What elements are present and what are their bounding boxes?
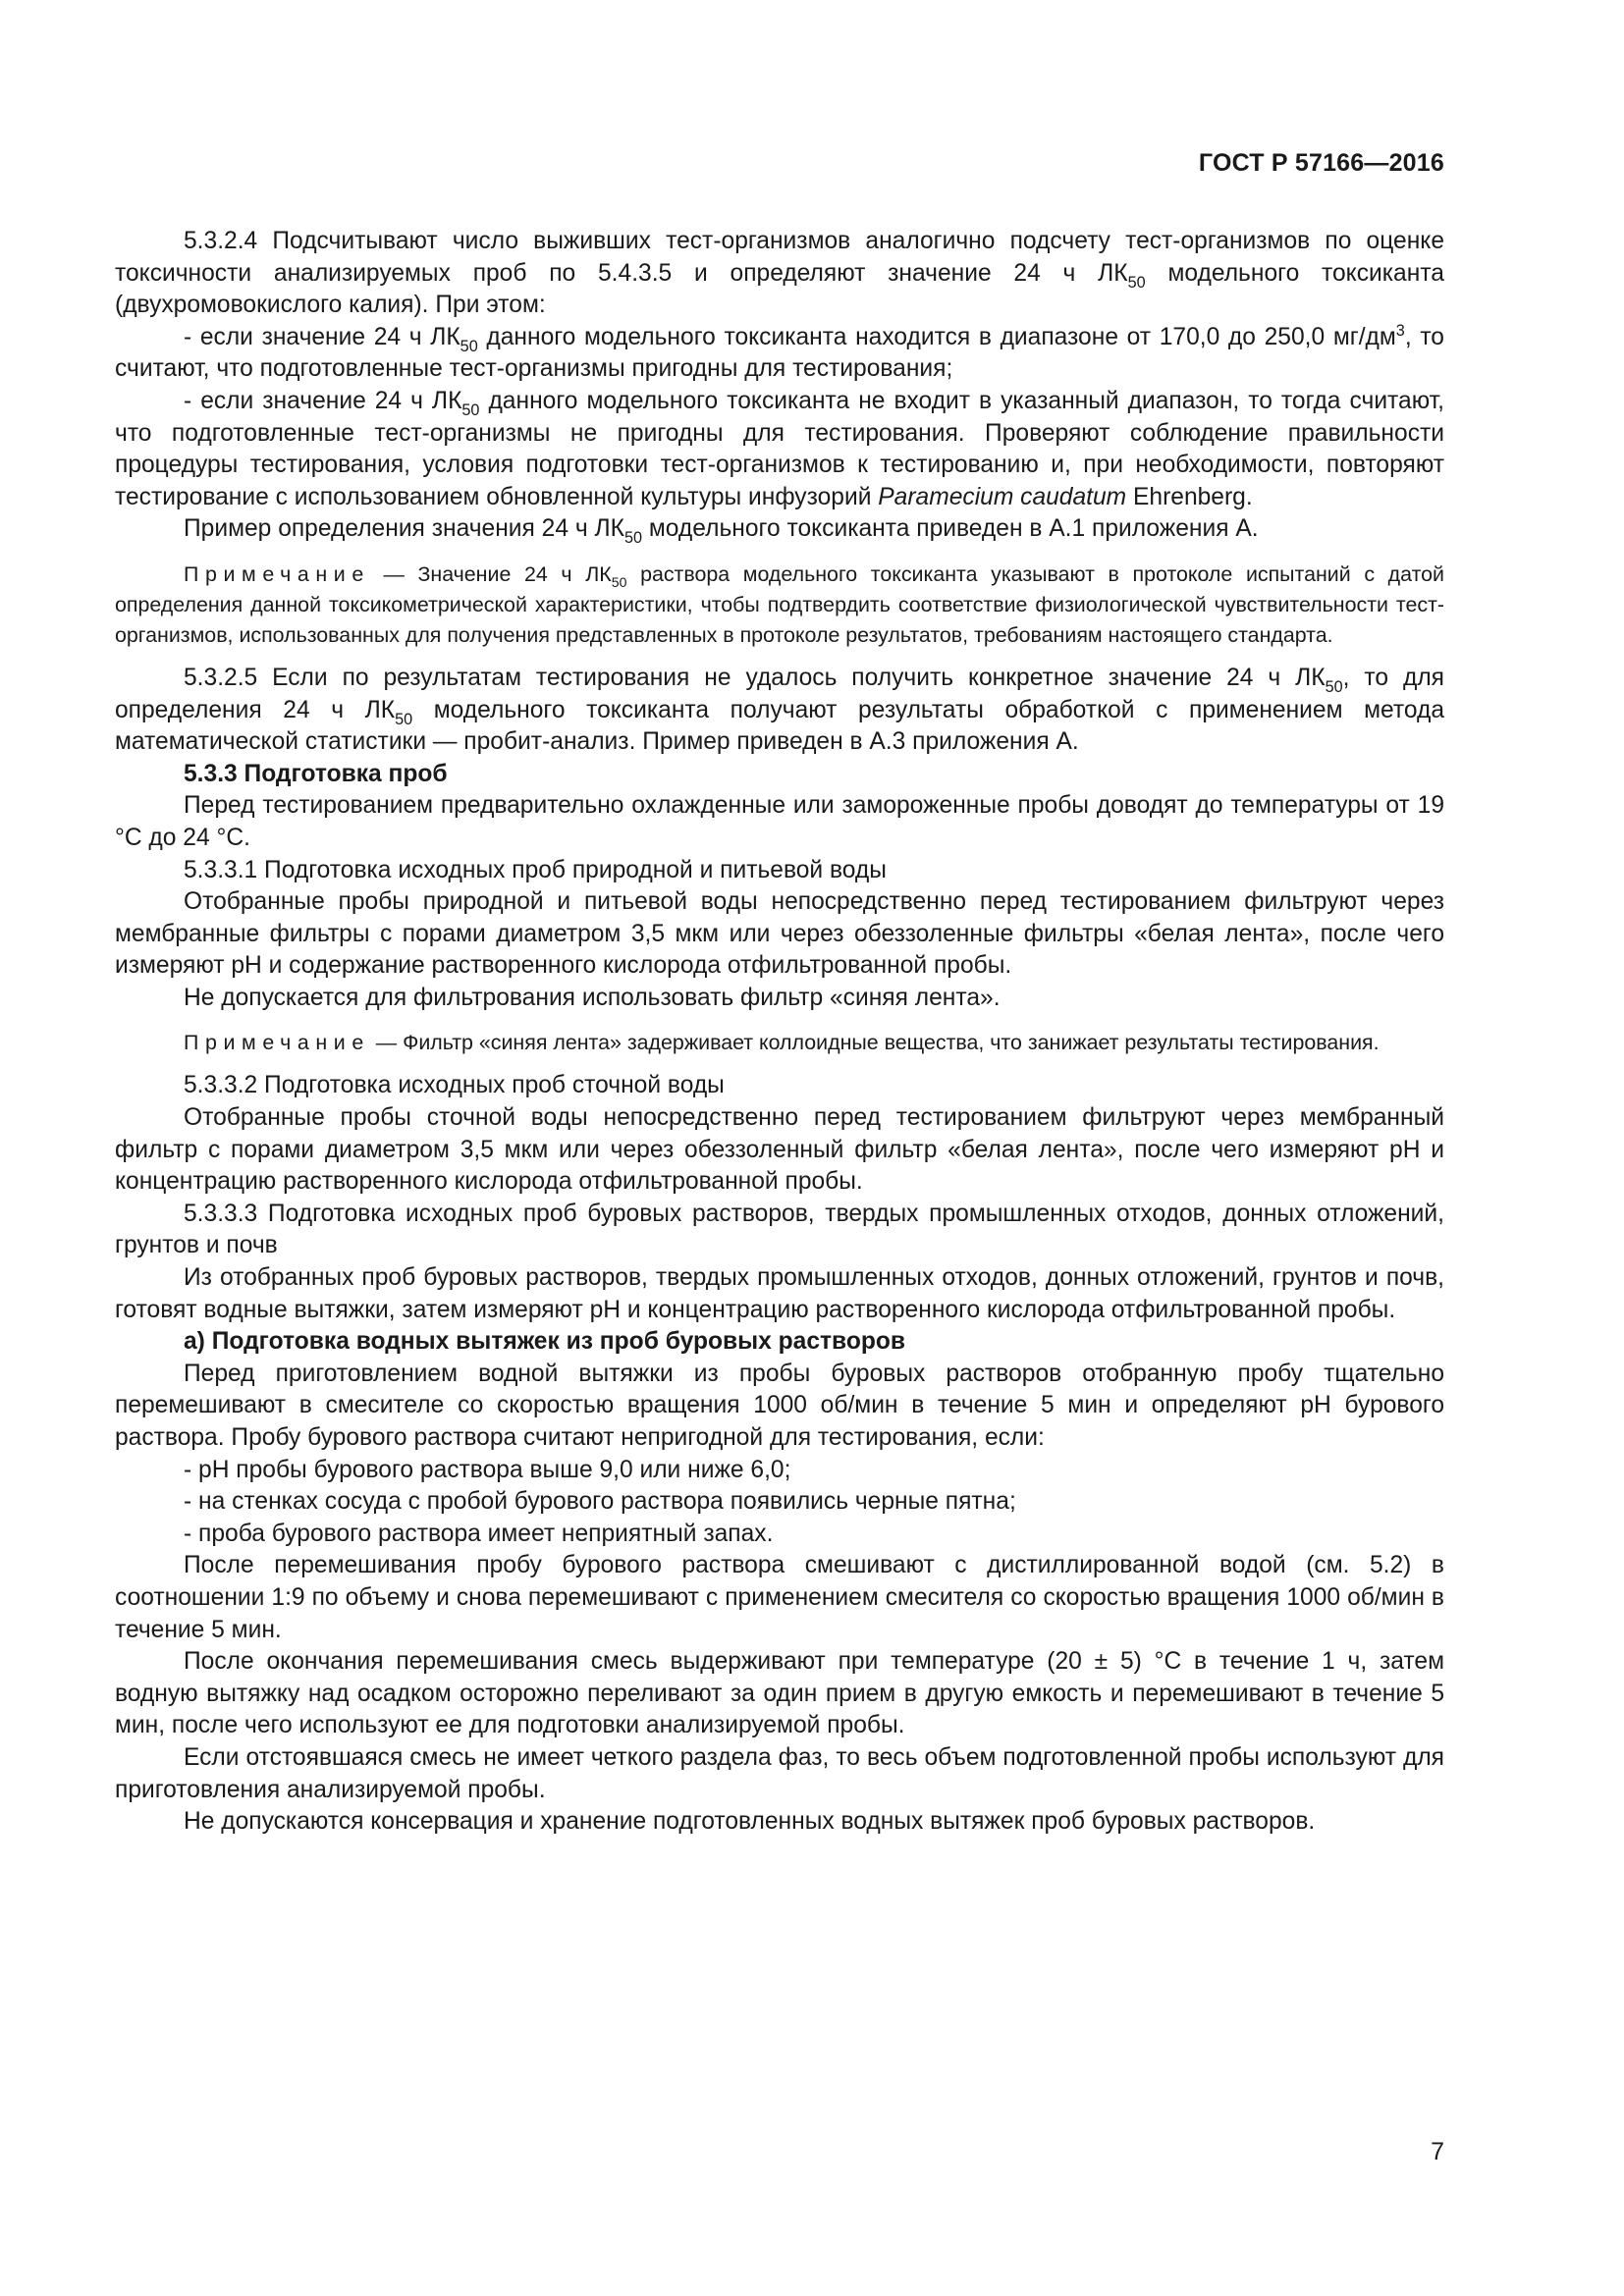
para-5-3-3-1: Отобранные пробы природной и питьевой воды непосредственно перед тестированием фильтруют через мембранные фильтры с порами диаметром 3,5 мкм или через обеззоленные фильтры «белая лента», после чего измеряют pH и содержание растворенного кислорода отфильтрованной пробы.	[115, 888, 1444, 980]
para-5-3-2-4: 5.3.2.4 Подсчитывают число выживших тест-организмов аналогично подсчету тест-организмов по оценке токсичности анализируемых проб по 5.4.3.5 и определяют значение 24 ч $ЛК_{50}$ модельного токсиканта (двухромовокислого калия). При этом:	[115, 228, 1444, 319]
heading-5-3-3-2: 5.3.3.2 Подготовка исходных проб сточной воды	[184, 1072, 725, 1099]
list-item: - проба бурового раствора имеет неприятный запах.	[184, 1520, 774, 1547]
note-2: Примечание — Фильтр «синяя лента» задерживает коллоидные вещества, что занижает результаты тестирования.	[184, 1031, 1380, 1055]
para-5-3-2-5: 5.3.2.5 Если по результатам тестирования не удалось получить конкретное значение 24 ч $ЛК_{50}$, то для определения 24 ч $ЛК_{50}$ модельного токсиканта получают результаты обработкой с применением метода математической статистики — пробит-анализ. Пример приведен в А.3 приложения А.	[115, 664, 1444, 756]
para-5-3-3-1-forbid: Не допускается для фильтрования использовать фильтр «синяя лента».	[184, 984, 1001, 1011]
heading-a: а) Подготовка водных вытяжек из проб буровых растворов	[184, 1328, 906, 1356]
note-1: Примечание — Значение 24 ч $ЛК_{50}$ раствора модельного токсиканта указывают в протоколе испытаний с датой определения данной токсикометрической характеристики, чтобы подтвердить соответствие физиологической чувствительности тест-организмов, использованных для получения представленных в протоколе результатов, требованиям настоящего стандарта.	[115, 561, 1444, 647]
para-a-3: После окончания перемешивания смесь выдерживают при температуре (20 ± 5) °С в течение 1 ч, затем водную вытяжку над осадком осторожно переливают за один прием в другую емкость и перемешивают в течение 5 мин, после чего используют ее для подготовки анализируемой пробы.	[115, 1648, 1444, 1739]
heading-5-3-3-1: 5.3.3.1 Подготовка исходных проб природной и питьевой воды	[184, 856, 887, 883]
para-example: Пример определения значения 24 ч $ЛК_{50}$ модельного токсиканта приведен в А.1 приложения А.	[184, 515, 1259, 548]
para-condition-1: - если значение 24 ч $ЛК_{50}$ данного модельного токсиканта находится в диапазоне от 170,0 до 250,0 $мг/дм^3$, то считают, что подготовленные тест-организмы пригодны для тестирования;	[115, 321, 1444, 383]
heading-5-3-3: 5.3.3 Подготовка проб	[184, 760, 448, 787]
list-item: - pH пробы бурового раствора выше 9,0 или ниже 6,0;	[184, 1456, 791, 1483]
para-a-2: После перемешивания пробу бурового раствора смешивают с дистиллированной водой (см. 5.2) в соотношении 1:9 по объему и снова перемешивают с применением смесителя со скоростью вращения 1000 об/мин в течение 5 мин.	[115, 1552, 1444, 1643]
para-5-3-3-intro: Перед тестированием предварительно охлажденные или замороженные пробы доводят до температуры от 19 °С до 24 °С.	[115, 792, 1444, 851]
para-5-3-3-3: Из отобранных проб буровых растворов, твердых промышленных отходов, донных отложений, грунтов и почв, готовят водные вытяжки, затем измеряют pH и концентрацию растворенного кислорода отфильтрованной пробы.	[115, 1264, 1444, 1323]
para-5-3-3-2: Отобранные пробы сточной воды непосредственно перед тестированием фильтруют через мембранный фильтр с порами диаметром 3,5 мкм или через обеззоленный фильтр «белая лента», после чего измеряют pH и концентрацию растворенного кислорода отфильтрованной пробы.	[115, 1104, 1444, 1196]
para-a-4: Если отстоявшаяся смесь не имеет четкого раздела фаз, то весь объем подготовленной пробы используют для приготовления анализируемой пробы.	[115, 1743, 1444, 1803]
note-label: Примечание	[184, 1031, 370, 1055]
list-item: - на стенках сосуда с пробой бурового раствора появились черные пятна;	[184, 1488, 1016, 1516]
para-a-5: Не допускаются консервация и хранение подготовленных водных вытяжек проб буровых растворов.	[184, 1808, 1316, 1836]
note-label: Примечание	[184, 561, 370, 586]
heading-5-3-3-3: 5.3.3.3 Подготовка исходных проб буровых растворов, твердых промышленных отходов, донных отложений, грунтов и почв	[115, 1200, 1444, 1259]
standard-id: ГОСТ Р 57166—2016	[1198, 149, 1444, 177]
para-condition-2: - если значение 24 ч $ЛК_{50}$ данного модельного токсиканта не входит в указанный диапазон, то тогда считают, что подготовленные тест-организмы не пригодны для тестирования. Проверяют соблюдение правильности процедуры тестирования, условия подготовки тест-организмов к тестированию и, при необходимости, повторяют тестирование с использованием обновленной культуры инфузорий Paramecium caudatum Ehrenberg.	[115, 387, 1444, 510]
page-number: 7	[1431, 2138, 1444, 2165]
species-name: Paramecium caudatum	[878, 483, 1127, 510]
para-a-1: Перед приготовлением водной вытяжки из пробы буровых растворов отобранную пробу тщательно перемешивают в смесителе со скоростью вращения 1000 об/мин в течение 5 мин и определяют pH бурового раствора. Пробу бурового раствора считают непригодной для тестирования, если:	[115, 1360, 1444, 1451]
body-text	[115, 226, 1444, 1839]
